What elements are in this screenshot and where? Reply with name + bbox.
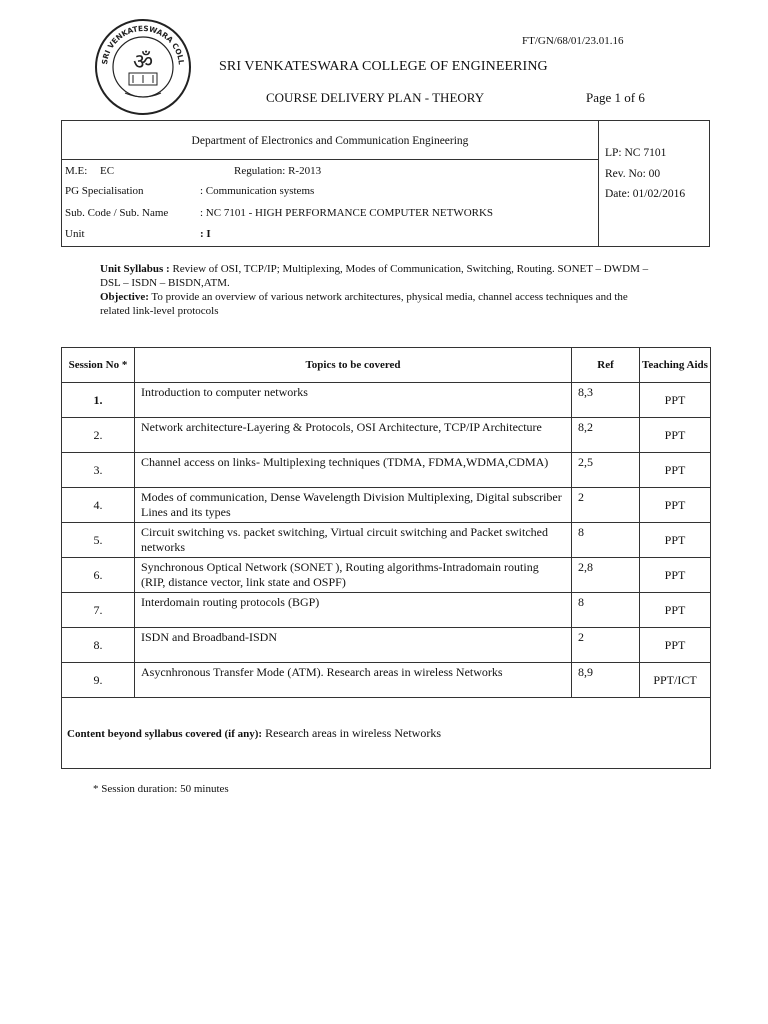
table-row	[62, 628, 711, 663]
session-no: 9.	[62, 663, 135, 698]
session-no: 4.	[62, 488, 135, 523]
table-row	[62, 383, 711, 418]
header-teaching-aids: Teaching Aids	[640, 348, 711, 383]
session-topic: Network architecture-Layering & Protocols, OSI Architecture, TCP/IP Architecture	[135, 418, 572, 453]
table-row	[62, 488, 711, 523]
objective-text: To provide an overview of various network architectures, physical media, channel access techniques and the related link-level protocols	[100, 291, 628, 317]
session-aid: PPT/ICT	[640, 663, 711, 698]
session-aid: PPT	[640, 523, 711, 558]
session-no: 1.	[62, 383, 135, 418]
college-name: SRI VENKATESWARA COLLEGE OF ENGINEERING	[219, 59, 548, 74]
svg-text:ॐ: ॐ	[132, 50, 154, 75]
session-ref: 8,3	[572, 383, 640, 418]
lp-code: LP: NC 7101	[605, 147, 667, 159]
header-ref: Ref	[572, 348, 640, 383]
session-aid: PPT	[640, 453, 711, 488]
content-beyond-text: Research areas in wireless Networks	[262, 725, 441, 740]
session-topic: Circuit switching vs. packet switching, Virtual circuit switching and Packet switched networks	[135, 523, 572, 558]
revision-number: Rev. No: 00	[605, 168, 661, 180]
plan-title: COURSE DELIVERY PLAN - THEORY	[266, 90, 485, 105]
session-ref: 8	[572, 593, 640, 628]
session-topic: Modes of communication, Dense Wavelength Division Multiplexing, Digital subscriber Lines and its types	[135, 488, 572, 523]
unit-value: : I	[200, 228, 211, 240]
unit-syllabus-label: Unit Syllabus :	[100, 263, 170, 275]
content-beyond-syllabus	[62, 698, 711, 769]
session-no: 7.	[62, 593, 135, 628]
table-row	[62, 418, 711, 453]
session-topic: Synchronous Optical Network (SONET ), Routing algorithms-Intradomain routing (RIP, distance vector, link state and OSPF)	[135, 558, 572, 593]
session-ref: 2	[572, 488, 640, 523]
table-row	[62, 558, 711, 593]
session-aid: PPT	[640, 628, 711, 663]
content-beyond-row	[62, 698, 711, 769]
session-aid: PPT	[640, 558, 711, 593]
pg-specialisation-label: PG Specialisation	[65, 185, 144, 197]
unit-syllabus	[100, 262, 660, 318]
session-topic: Asycnhronous Transfer Mode (ATM). Research areas in wireless Networks	[135, 663, 572, 698]
unit-syllabus-text: Review of OSI, TCP/IP; Multiplexing, Modes of Communication, Switching, Routing. SONET – DWDM – DSL – ISDN – BISDN,ATM.	[100, 263, 649, 289]
pg-specialisation-value: : Communication systems	[200, 185, 315, 197]
college-seal-icon	[93, 17, 193, 117]
session-ref: 8	[572, 523, 640, 558]
subject-label: Sub. Code / Sub. Name	[65, 207, 169, 219]
session-ref: 2,8	[572, 558, 640, 593]
header-topics: Topics to be covered	[135, 348, 572, 383]
me-label: M.E:	[65, 165, 88, 177]
session-aid: PPT	[640, 418, 711, 453]
session-ref: 8,9	[572, 663, 640, 698]
session-aid: PPT	[640, 593, 711, 628]
session-ref: 8,2	[572, 418, 640, 453]
plan-date: Date: 01/02/2016	[605, 188, 686, 200]
session-topic: Introduction to computer networks	[135, 383, 572, 418]
session-topic: ISDN and Broadband-ISDN	[135, 628, 572, 663]
session-no: 2.	[62, 418, 135, 453]
document-reference: FT/GN/68/01/23.01.16	[522, 35, 624, 47]
session-topic: Interdomain routing protocols (BGP)	[135, 593, 572, 628]
session-ref: 2,5	[572, 453, 640, 488]
session-topic: Channel access on links- Multiplexing techniques (TDMA, FDMA,WDMA,CDMA)	[135, 453, 572, 488]
header-session-no: Session No *	[62, 348, 135, 383]
table-row	[62, 453, 711, 488]
session-ref: 2	[572, 628, 640, 663]
content-beyond-label: Content beyond syllabus covered (if any):	[67, 727, 263, 740]
session-no: 6.	[62, 558, 135, 593]
regulation: Regulation: R-2013	[234, 165, 322, 177]
unit-label: Unit	[65, 228, 85, 240]
objective-label: Objective:	[100, 291, 149, 303]
me-value: EC	[100, 165, 115, 177]
table-row	[62, 663, 711, 698]
course-info-box	[61, 120, 710, 247]
session-duration-note: * Session duration: 50 minutes	[93, 783, 229, 795]
subject-value: : NC 7101 - HIGH PERFORMANCE COMPUTER NETWORKS	[200, 207, 494, 219]
session-no: 8.	[62, 628, 135, 663]
session-table	[61, 347, 711, 769]
session-no: 5.	[62, 523, 135, 558]
page-number: Page 1 of 6	[586, 90, 645, 105]
session-no: 3.	[62, 453, 135, 488]
session-aid: PPT	[640, 383, 711, 418]
session-aid: PPT	[640, 488, 711, 523]
department-name: Department of Electronics and Communication Engineering	[191, 135, 469, 147]
table-row	[62, 593, 711, 628]
seal-arc-text: SRI VENKATESWARA COLL	[100, 23, 186, 66]
table-row	[62, 523, 711, 558]
